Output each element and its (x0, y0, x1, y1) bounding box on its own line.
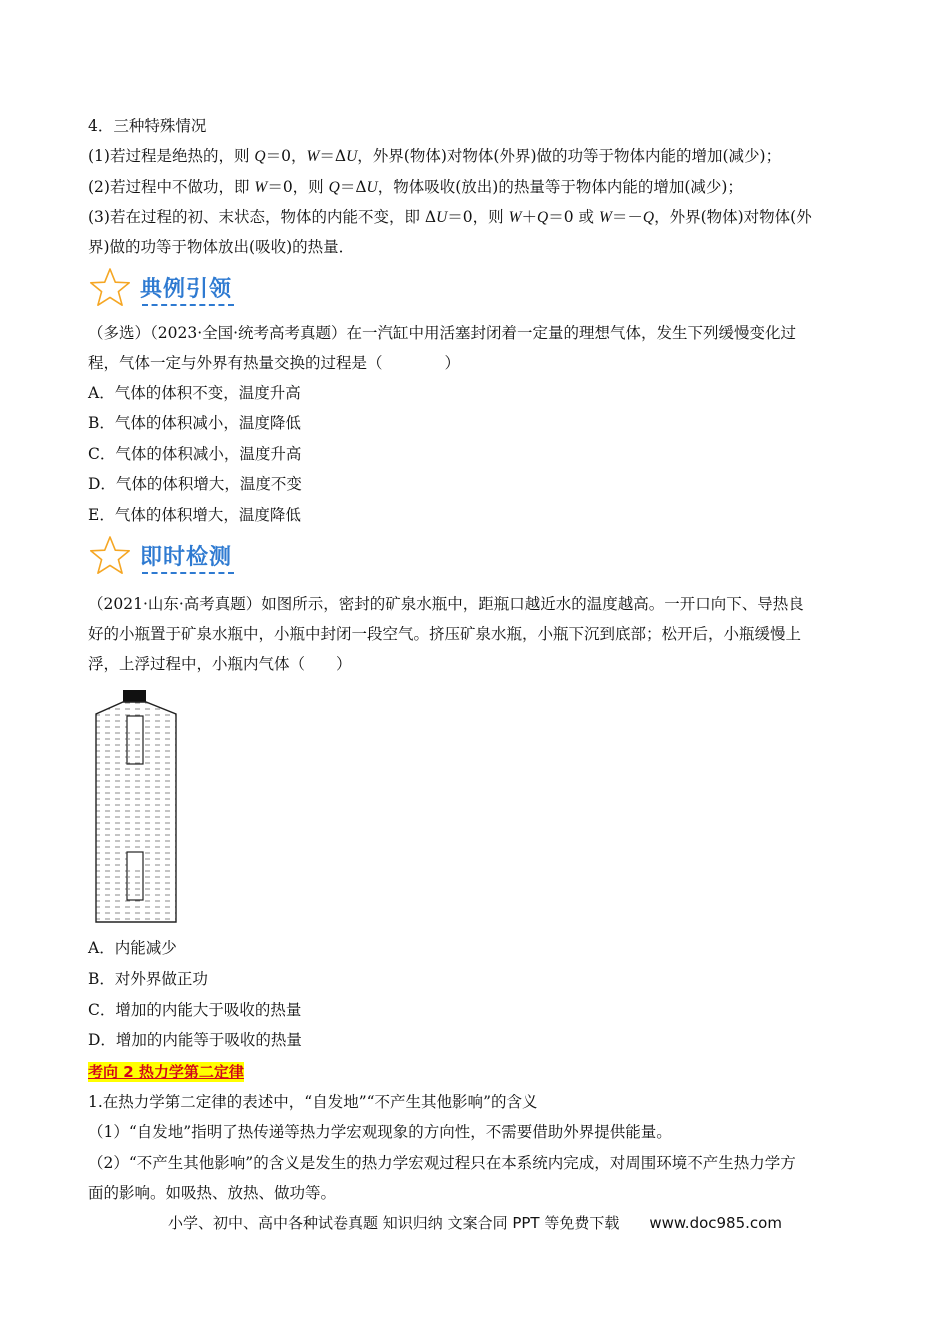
symbol: Q (254, 148, 266, 165)
bottle-cap (123, 690, 146, 702)
symbol: Q (328, 179, 340, 196)
symbol: Q (537, 209, 549, 226)
special-case-2 (88, 177, 868, 198)
law-sub-1: （1）“自发地”指明了热传递等热力学宏观现象的方向性，不需要借助外界提供能量。 (88, 1123, 672, 1141)
banner-underline (142, 304, 234, 306)
special-case-1 (88, 146, 868, 167)
text-run: ，物体吸收(放出)的热量等于物体内能的增加(减少)； (377, 178, 743, 196)
text-run: (2)若过程中不做功，即 (88, 178, 255, 196)
law-sub-2-cont: 面的影响。如吸热、放热、做功等。 (88, 1184, 337, 1202)
quiz-stem-cont: 浮，上浮过程中，小瓶内气体（ ） (88, 655, 352, 673)
bottle-figure (94, 688, 184, 924)
symbol: U (366, 179, 378, 196)
text-run: ＝0， (265, 147, 307, 165)
special-case-3-cont: 界)做的功等于物体放出(吸收)的热量． (88, 238, 355, 256)
option-c: C．气体的体积减小，温度升高 (88, 445, 302, 463)
quiz-option-a: A．内能减少 (88, 939, 177, 957)
quiz-option-b: B．对外界做正功 (88, 970, 208, 988)
quiz-option-d: D．增加的内能等于吸收的热量 (88, 1031, 302, 1049)
quiz-stem: （2021·山东·高考真题）如图所示，密封的矿泉水瓶中，距瓶口越近水的温度越高。一开口向下、导热良 (88, 595, 804, 613)
small-bottle-bottom (127, 852, 143, 900)
text-run: ＝0，则 (267, 178, 329, 196)
law-item-1: 1.在热力学第二定律的表述中，“自发地”“不产生其他影响”的含义 (88, 1093, 538, 1111)
option-e: E．气体的体积增大，温度降低 (88, 506, 301, 524)
symbol: W (254, 179, 268, 196)
quiz-stem-cont: 好的小瓶置于矿泉水瓶中，小瓶中封闭一段空气。挤压矿泉水瓶，小瓶下沉到底部；松开后，小瓶缓慢上 (88, 625, 802, 643)
page-footer (0, 1212, 950, 1233)
section-tag: 考向 2 热力学第二定律 (88, 1063, 244, 1081)
text-run: ＝Δ (319, 147, 347, 165)
star-icon (88, 534, 132, 578)
banner-typical-examples (88, 266, 308, 314)
symbol: W (508, 209, 522, 226)
text-run: ＝0 或 (548, 208, 599, 226)
quiz-option-c: C．增加的内能大于吸收的热量 (88, 1001, 302, 1019)
text-run: (3)若在过程的初、末状态，物体的内能不变，即 Δ (88, 208, 437, 226)
banner-title: 即时检测 (140, 545, 233, 570)
text-run: ＝Δ (339, 178, 367, 196)
banner-instant-check (88, 534, 308, 582)
option-a: A．气体的体积不变，温度升高 (88, 384, 301, 402)
option-d: D．气体的体积增大，温度不变 (88, 475, 302, 493)
text-run: ，外界(物体)对物体(外界)做的功等于物体内能的增加(减少)； (357, 147, 782, 165)
law-sub-2: （2）“不产生其他影响”的含义是发生的热力学宏观过程只在本系统内完成，对周围环境不产生热力学方 (88, 1154, 796, 1172)
symbol: W (306, 148, 320, 165)
special-case-3 (88, 207, 868, 228)
example-stem: （多选）（2023·全国·统考高考真题）在一汽缸中用活塞封闭着一定量的理想气体，发生下列缓慢变化过 (88, 324, 797, 342)
star-icon (88, 266, 132, 310)
symbol: U (436, 209, 448, 226)
section-heading: 4．三种特殊情况 (88, 117, 207, 135)
symbol: U (346, 148, 358, 165)
symbol: W (598, 209, 612, 226)
text-run: ＋ (521, 208, 538, 226)
text-run: (1)若过程是绝热的，则 (88, 147, 255, 165)
symbol: Q (642, 209, 655, 226)
option-b: B．气体的体积减小，温度降低 (88, 414, 301, 432)
example-stem-cont: 程，气体一定与外界有热量交换的过程是（ ） (88, 354, 461, 372)
text-run: ，外界(物体)对物体(外 (654, 208, 812, 226)
footer-text: 小学、初中、高中各种试卷真题 知识归纳 文案合同 PPT 等免费下载 (168, 1214, 620, 1232)
banner-title: 典例引领 (140, 277, 233, 302)
small-bottle-top (127, 716, 143, 764)
text-run: ＝－ (611, 208, 643, 226)
footer-url[interactable]: www.doc985.com (649, 1214, 782, 1232)
text-run: ＝0，则 (447, 208, 509, 226)
banner-underline (142, 572, 234, 574)
